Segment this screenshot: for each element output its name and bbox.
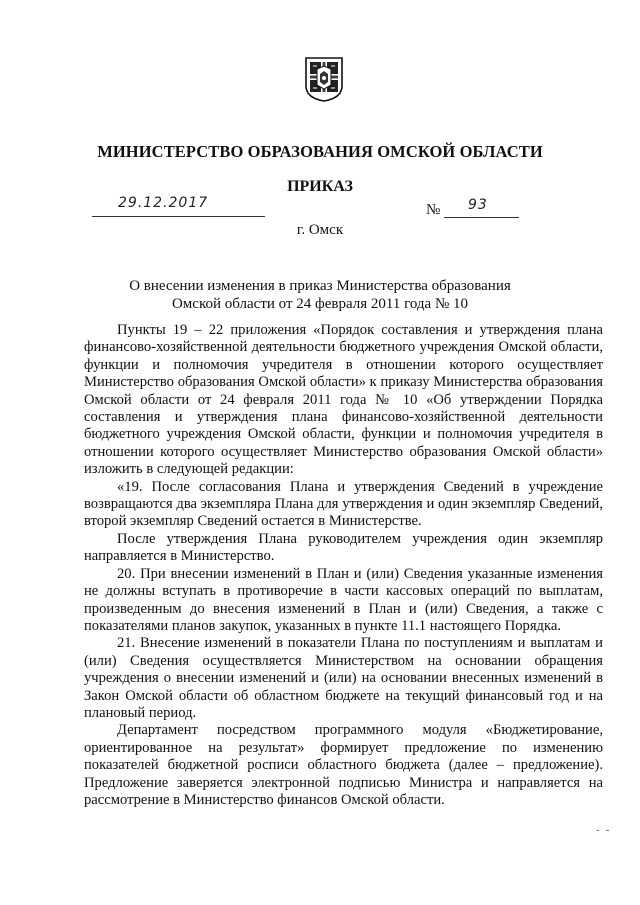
date-field xyxy=(92,197,265,217)
subject xyxy=(0,277,640,313)
paragraph: 20. При внесении изменений в План и (или) Сведения указанные изменения не должны вступать в противоречие в части кассовых операций по выплатам, произведенным до внесения изменений в План и (или) Сведения, а также с показателями планов закупок, указанных в пункте 11.1 настоящего Порядка. xyxy=(84,565,603,634)
number-field xyxy=(444,199,519,218)
page-mark: - - xyxy=(596,825,612,836)
document-body xyxy=(84,322,603,809)
paragraph: Пункты 19 – 22 приложения «Порядок составления и утверждения плана финансово-хозяйственной деятельности бюджетного учреждения Омской области, функции и полномочия учредителя в отношении которого осуществляет Министерство образования Омской области» к приказу Министерства образования Омской области от 24 февраля 2011 года № 10 «Об утверждении Порядка составления и утверждения плана финансово-хозяйственной деятельности бюджетного учреждения Омской области, функции и полномочия учредителя в отношении которого осуществляет Министерство образования Омской области» изложить в следующей редакции: xyxy=(84,322,603,478)
subject-line: О внесении изменения в приказ Министерства образования xyxy=(129,278,511,294)
document-type: ПРИКАЗ xyxy=(287,178,353,195)
handwritten-number: 93 xyxy=(468,197,488,213)
ministry-title: МИНИСТЕРСТВО ОБРАЗОВАНИЯ ОМСКОЙ ОБЛАСТИ xyxy=(97,142,543,161)
paragraph: «19. После согласования Плана и утверждения Сведений в учреждение возвращаются два экземпляра Плана для утверждения и один экземпляр Сведений, второй экземпляр Сведений остается в Министерстве. xyxy=(84,478,603,530)
coat-of-arms-icon xyxy=(304,56,344,102)
number-label: № xyxy=(426,202,441,218)
subject-line: Омской области от 24 февраля 2011 года № 10 xyxy=(171,296,469,312)
handwritten-date: 29.12.2017 xyxy=(118,195,209,211)
paragraph: 21. Внесение изменений в показатели Плана по поступлениям и выплатам и (или) Сведения осуществляется Министерством на основании обращения учреждения о внесении изменений и (или) на основании внесенных изменений в Закон Омской области об областном бюджете на текущий финансовый год и на плановый период. xyxy=(84,635,603,721)
city: г. Омск xyxy=(296,222,344,238)
paragraph: После утверждения Плана руководителем учреждения один экземпляр направляется в Министерство. xyxy=(84,530,603,565)
paragraph: Департамент посредством программного модуля «Бюджетирование, ориентированное на результат» формирует предложение по изменению показателей бюджетной росписи областного бюджета (далее – предложение). Предложение заверяется электронной подписью Министра и направляется на рассмотрение в Министерство финансов Омской области. xyxy=(84,722,603,808)
